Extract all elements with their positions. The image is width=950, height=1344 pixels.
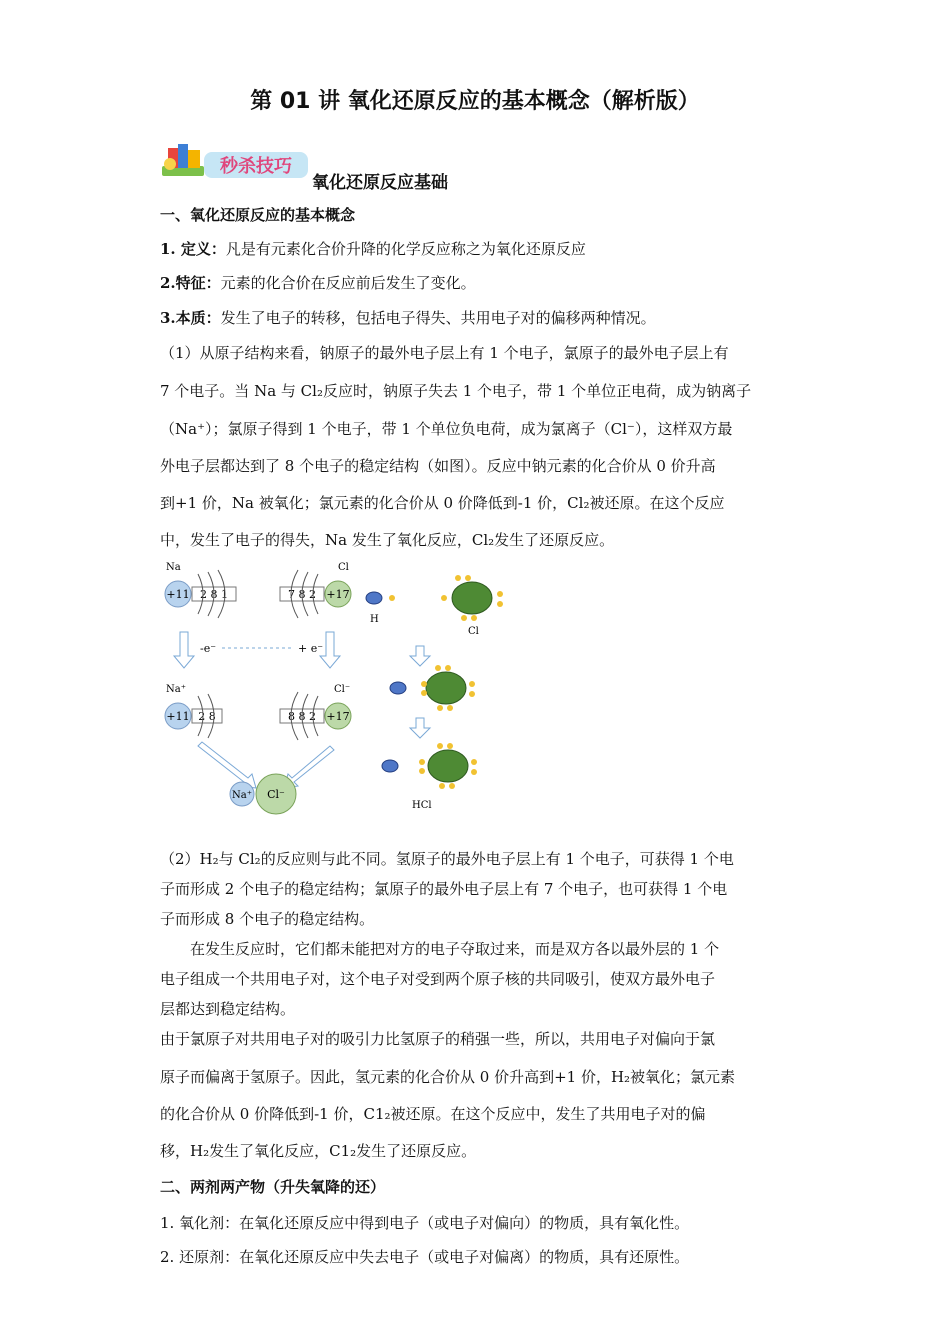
essence-line [160,307,656,328]
cl-ion-shells: 8 8 2 [288,710,316,723]
na-ion-shells: 2 8 [198,710,216,723]
paragraph-3-line: 电子组成一个共用电子对，这个电子对受到两个原子核的共同吸引，使双方最外电子 [160,970,716,988]
feature-line [160,272,476,293]
paragraph-1-line: 到+1 价，Na 被氧化；氯元素的化合价从 0 价降低到-1 价，Cl₂被还原。在这个反应 [160,494,725,512]
cl-ion-label: Cl⁻ [334,684,351,695]
na-ion-nucleus: +11 [166,710,190,723]
nacl-cl-ion: Cl⁻ [267,788,285,801]
definition-line [160,238,586,259]
hcl-label: HCl [412,800,432,811]
definition-text: 凡是有元素化合价升降的化学反应称之为氧化还原反应 [225,240,586,258]
cl-atom-label: Cl [468,626,479,637]
lose-electron: -e⁻ [200,642,217,655]
paragraph-2-line: 子而形成 8 个电子的稳定结构。 [160,910,375,928]
na-label: Na [166,562,181,573]
paragraph-1-line: （Na⁺）；氯原子得到 1 个电子，带 1 个单位负电荷，成为氯离子（Cl⁻），这样双方最 [160,420,733,438]
na-nucleus: +11 [166,588,190,601]
reductant-definition: 2. 还原剂：在氧化还原反应中失去电子（或电子对偏离）的物质，具有还原性。 [160,1248,690,1266]
paragraph-1-line: 外电子层都达到了 8 个电子的稳定结构（如图）。反应中钠元素的化合价从 0 价升高 [160,457,716,475]
paragraph-4-line: 移，H₂发生了氧化反应，C1₂发生了还原反应。 [160,1142,477,1160]
essence-text: 发生了电子的转移，包括电子得失、共用电子对的偏移两种情况。 [220,309,656,327]
feature-text: 元素的化合价在反应前后发生了变化。 [220,274,476,292]
essence-label: 3.本质： [160,309,221,327]
paragraph-4-line: 的化合价从 0 价降低到-1 价，C1₂被还原。在这个反应中，发生了共用电子对的偏 [160,1105,706,1123]
page-title: 第 01 讲 氧化还原反应的基本概念（解析版） [250,89,700,114]
paragraph-2-line: 子而形成 2 个电子的稳定结构；氯原子的最外电子层上有 7 个电子，也可获得 1 个电 [160,880,728,898]
definition-label: 1. 定义： [160,240,226,258]
heading-1: 一、氧化还原反应的基本概念 [160,206,356,224]
paragraph-3-line: 在发生反应时，它们都未能把对方的电子夺取过来，而是双方各以最外层的 1 个 [160,940,720,958]
hcl-diagram [360,556,520,816]
paragraph-4-line: 原子而偏离于氢原子。因此，氢元素的化合价从 0 价升高到+1 价，H₂被氧化；氯元素 [160,1068,736,1086]
na-shells: 2 8 1 [200,588,228,601]
cl-shells: 7 8 2 [288,588,316,601]
paragraph-1-line: 中，发生了电子的得失，Na 发生了氧化反应，Cl₂发生了还原反应。 [160,531,615,549]
feature-label: 2.特征： [160,274,221,292]
gain-electron: + e⁻ [298,642,324,655]
cl-label: Cl [338,562,349,573]
h-label: H [370,614,379,625]
paragraph-1-line: 7 个电子。当 Na 与 Cl₂反应时，钠原子失去 1 个电子，带 1 个单位正电荷，成为钠离子 [160,382,752,400]
heading-2: 二、两剂两产物（升失氧降的还） [160,1178,386,1196]
logo-text: 秒杀技巧 [220,156,292,177]
logo [160,138,310,184]
nacl-na-ion: Na⁺ [232,790,252,801]
paragraph-3-line: 层都达到稳定结构。 [160,1000,296,1018]
cl-nucleus: +17 [326,588,350,601]
paragraph-1-line: （1）从原子结构来看，钠原子的最外电子层上有 1 个电子，氯原子的最外电子层上有 [160,344,729,362]
cl-ion-nucleus: +17 [326,710,350,723]
paragraph-4-line: 由于氯原子对共用电子对的吸引力比氢原子的稍强一些，所以，共用电子对偏向于氯 [160,1030,716,1048]
na-ion-label: Na⁺ [166,684,186,695]
oxidant-definition: 1. 氧化剂：在氧化还原反应中得到电子（或电子对偏向）的物质，具有氧化性。 [160,1214,690,1232]
paragraph-2-line: （2）H₂与 Cl₂的反应则与此不同。氢原子的最外电子层上有 1 个电子，可获得 1 个电 [160,850,734,868]
section-tag: 氧化还原反应基础 [312,173,448,193]
